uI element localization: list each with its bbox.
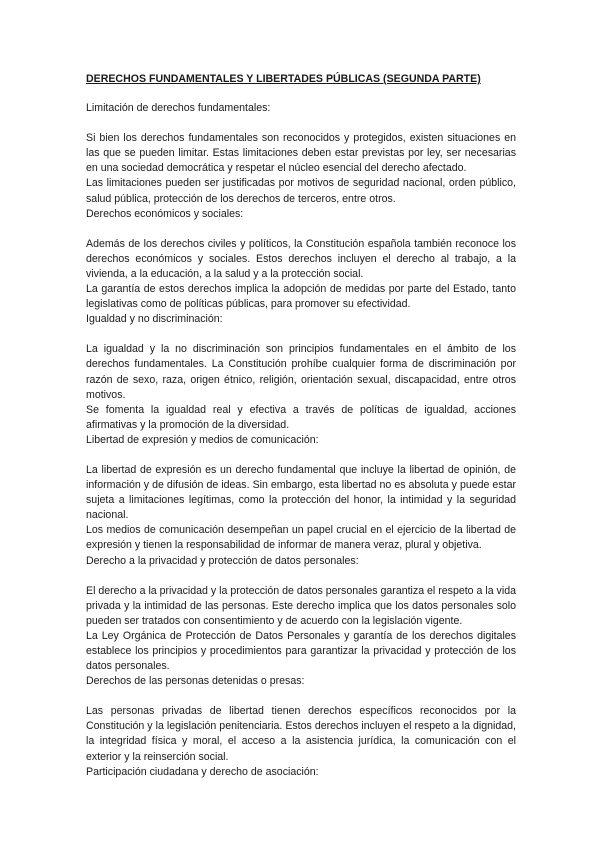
section-paragraph: Las personas privadas de libertad tienen derechos específicos reconocidos por la Constitución y la legislación penitenciaria. Estos derechos incluyen el respeto a la dignidad, la integridad física y moral, el acceso a la asistencia jurídica, la comunicación con el exterior y la reinserción social.	[86, 705, 516, 763]
section-heading: Derechos de las personas detenidas o presas:	[86, 675, 305, 688]
section-paragraph: Los medios de comunicación desempeñan un papel crucial en el ejercicio de la libertad de expresión y tienen la responsabilidad de informar de manera veraz, plural y objetiva.	[86, 524, 516, 552]
section-heading: Derecho a la privacidad y protección de datos personales:	[86, 554, 359, 567]
section-heading: Igualdad y no discriminación:	[86, 313, 223, 326]
section-paragraph: La Ley Orgánica de Protección de Datos Personales y garantía de los derechos digitales establece los principios y procedimientos para garantizar la privacidad y protección de los datos personales.	[86, 629, 516, 673]
section-paragraph: El derecho a la privacidad y la protección de datos personales garantiza el respeto a la vida privada y la intimidad de las personas. Este derecho implica que los datos personales solo pueden ser tratados con consentimiento y de acuerdo con la legislación vigente.	[86, 584, 516, 627]
section-paragraph: Se fomenta la igualdad real y efectiva a través de políticas de igualdad, acciones afirmativas y la promoción de la diversidad.	[86, 403, 516, 431]
section-paragraph: La igualdad y la no discriminación son principios fundamentales en el ámbito de los derechos fundamentales. La Constitución prohíbe cualquier forma de discriminación por razón de sexo, raza, origen étnico, religión, orientación sexual, discapacidad, entre otros motivos.	[86, 343, 516, 401]
section-paragraph: Además de los derechos civiles y políticos, la Constitución española también reconoce los derechos económicos y sociales. Estos derechos incluyen el derecho al trabajo, a la vivienda, a la educación, a la salud y a la protección social.	[86, 237, 516, 280]
section-heading: Participación ciudadana y derecho de asociación:	[86, 765, 319, 778]
section-paragraph: La garantía de estos derechos implica la adopción de medidas por parte del Estado, tanto legislativas como de políticas públicas, para promover su efectividad.	[86, 283, 516, 311]
section-paragraph: Las limitaciones pueden ser justificadas por motivos de seguridad nacional, orden público, salud pública, protección de los derechos de terceros, entre otros.	[86, 177, 516, 205]
section-paragraph: La libertad de expresión es un derecho fundamental que incluye la libertad de opinión, de información y de difusión de ideas. Sin embargo, esta libertad no es absoluta y puede estar sujeta a limitaciones legítimas, como la protección del honor, la intimidad y la seguridad nacional.	[86, 463, 516, 522]
section-heading: Limitación de derechos fundamentales:	[86, 102, 271, 115]
document-title: DERECHOS FUNDAMENTALES Y LIBERTADES PÚBLICAS (SEGUNDA PARTE)	[86, 73, 481, 85]
section-heading: Libertad de expresión y medios de comunicación:	[86, 433, 319, 446]
section-paragraph: Si bien los derechos fundamentales son reconocidos y protegidos, existen situaciones en las que se pueden limitar. Estas limitaciones deben estar previstas por ley, ser necesarias en una sociedad democrática y respetar el núcleo esencial del derecho afectado.	[86, 132, 516, 175]
section-heading: Derechos económicos y sociales:	[86, 207, 244, 220]
